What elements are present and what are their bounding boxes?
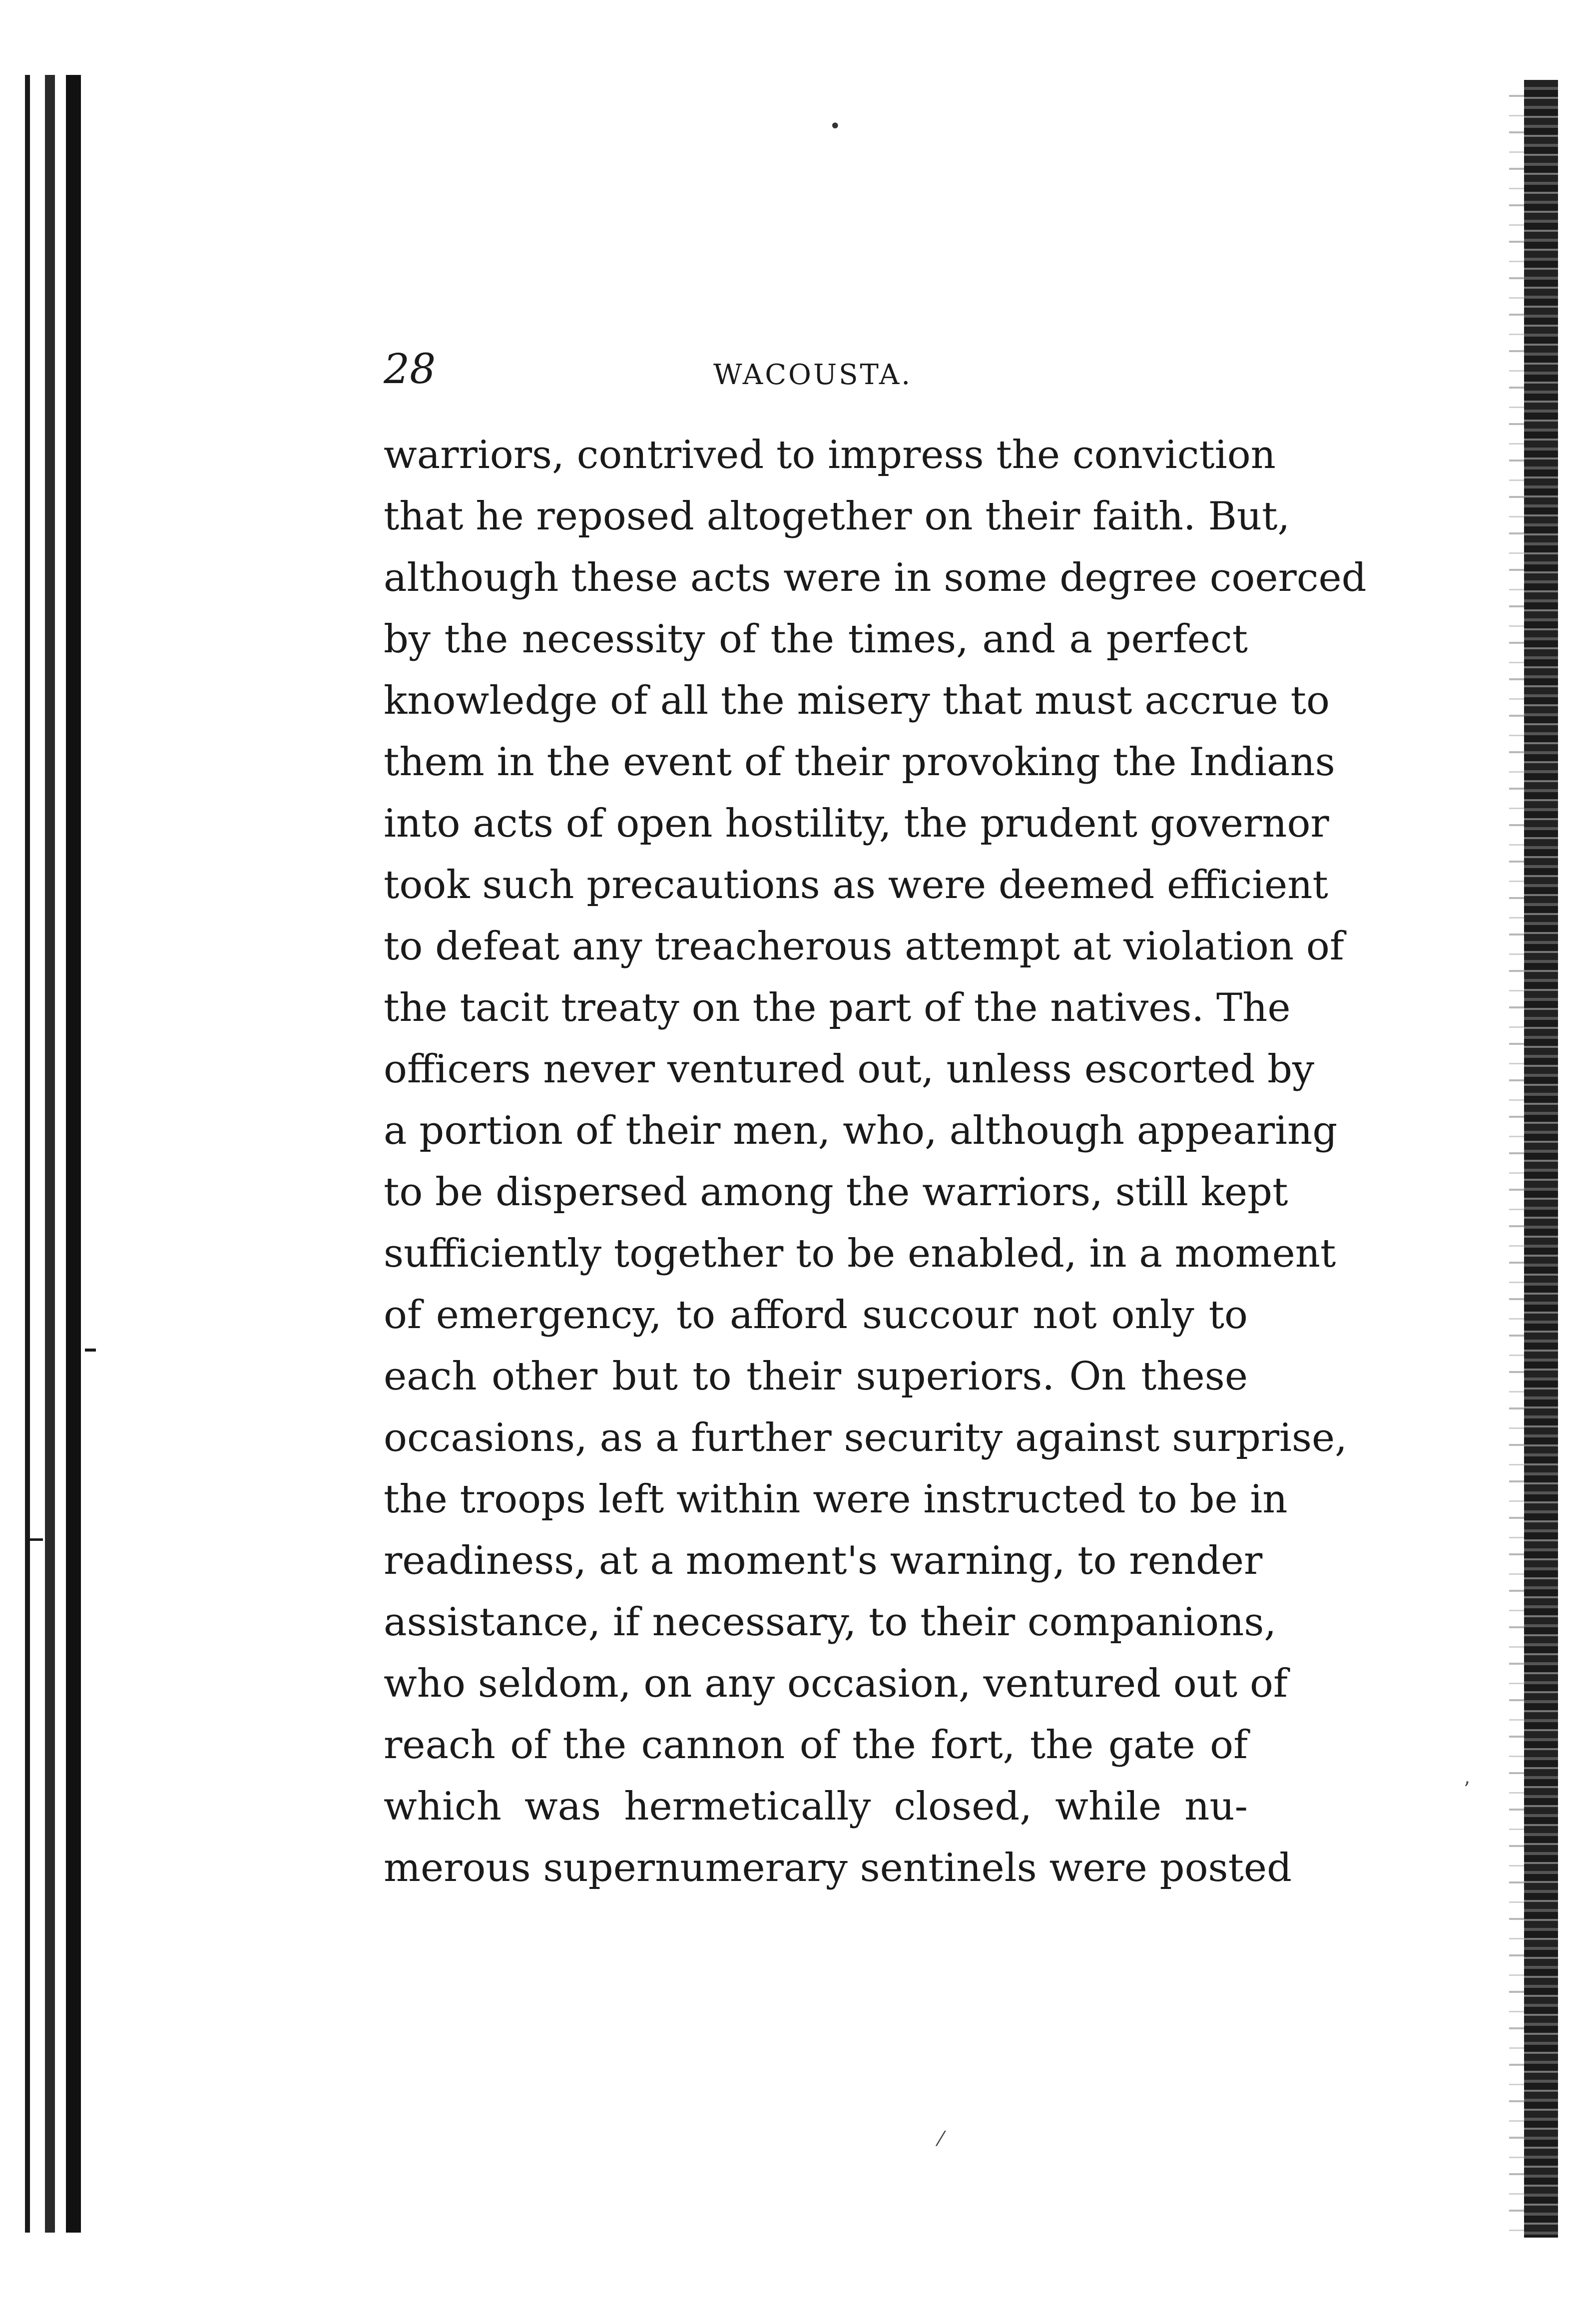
stray-ink-dot: ’ (1464, 1778, 1470, 1801)
text-line: reach of the cannon of the fort, the gate of (384, 1723, 1248, 1768)
stray-pencil-mark: ⁄ (939, 2128, 943, 2151)
top-ink-speck: • (829, 115, 841, 138)
text-line: readiness, at a moment's warning, to render (384, 1538, 1263, 1583)
body-text (384, 425, 1367, 1899)
text-line: by the necessity of the times, and a perfect (384, 617, 1248, 662)
text-line: took such precautions as were deemed efficient (384, 863, 1328, 908)
right-edge-shadow (1509, 80, 1524, 2238)
gutter-tick (30, 1538, 43, 1541)
page-header (384, 345, 1248, 400)
gutter-tick (85, 1349, 96, 1352)
text-line: the troops left within were instructed to be in (384, 1477, 1288, 1522)
right-page-edge (1524, 80, 1558, 2238)
text-line: that he reposed altogether on their faith. But, (384, 494, 1290, 539)
running-head: WACOUSTA. (713, 359, 913, 391)
text-line: to be dispersed among the warriors, still kept (384, 1170, 1288, 1215)
left-binding-edge (25, 75, 100, 2233)
text-line: which was hermetically closed, while nu- (384, 1784, 1248, 1829)
text-line: assistance, if necessary, to their companions, (384, 1600, 1277, 1645)
text-line: to defeat any treacherous attempt at violation of (384, 924, 1344, 969)
text-line: officers never ventured out, unless escorted by (384, 1047, 1315, 1092)
text-line: merous supernumerary sentinels were posted (384, 1846, 1292, 1890)
text-line: warriors, contrived to impress the conviction (384, 433, 1276, 477)
text-line: knowledge of all the misery that must accrue to (384, 678, 1330, 723)
text-line: occasions, as a further security against surprise, (384, 1415, 1347, 1460)
text-line: each other but to their superiors. On these (384, 1354, 1248, 1399)
text-line: the tacit treaty on the part of the natives. The (384, 985, 1291, 1030)
text-line: them in the event of their provoking the Indians (384, 740, 1335, 785)
text-line: a portion of their men, who, although appearing (384, 1108, 1338, 1153)
page-number: 28 (384, 346, 436, 393)
text-line: into acts of open hostility, the prudent governor (384, 801, 1329, 846)
text-line: of emergency, to afford succour not only to (384, 1293, 1248, 1338)
text-line: who seldom, on any occasion, ventured out of (384, 1661, 1288, 1706)
text-line: although these acts were in some degree coerced (384, 555, 1367, 600)
text-line: sufficiently together to be enabled, in a moment (384, 1231, 1336, 1276)
